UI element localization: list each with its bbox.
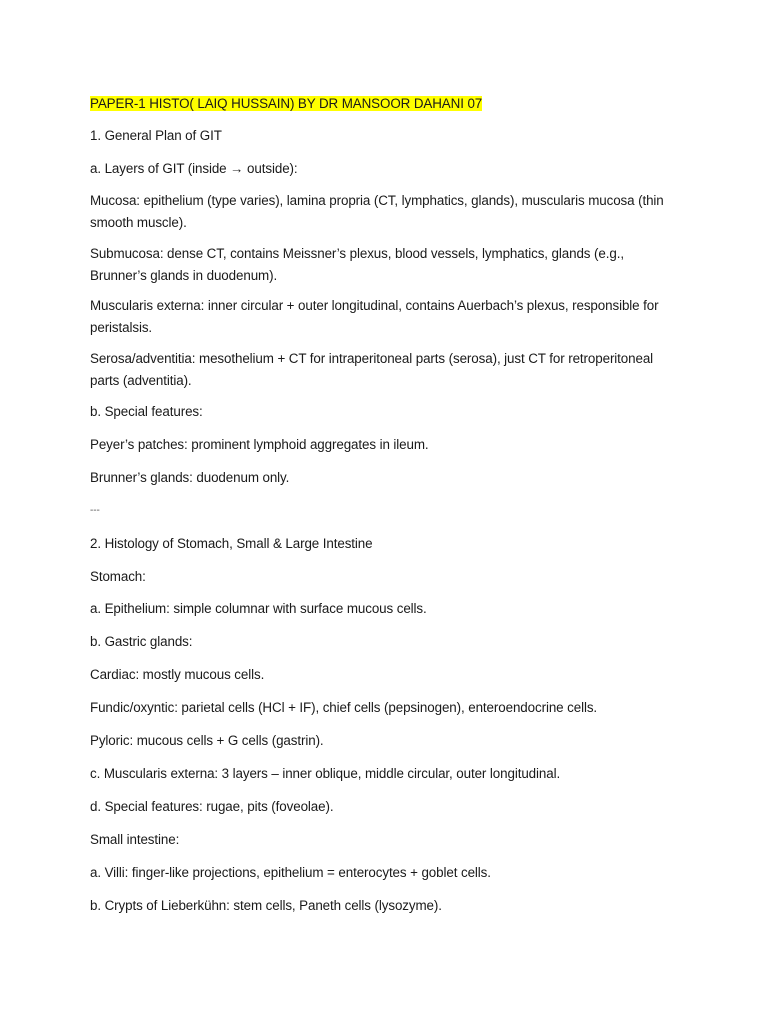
- subheading-layers: a. Layers of GIT (inside → outside):: [90, 161, 298, 176]
- paragraph-mucosa: Mucosa: epithelium (type varies), lamina propria (CT, lymphatics, glands), muscularis mucosa (thin smooth muscle).: [90, 193, 664, 230]
- paragraph-muscularis-externa: Muscularis externa: inner circular + outer longitudinal, contains Auerbach’s plexus, responsible for peristalsis.: [90, 298, 659, 335]
- paragraph-fundic: Fundic/oxyntic: parietal cells (HCl + IF), chief cells (pepsinogen), enteroendocrine cells.: [90, 700, 598, 715]
- paragraph-pyloric: Pyloric: mucous cells + G cells (gastrin).: [90, 733, 324, 748]
- subheading-small-intestine: Small intestine:: [90, 832, 180, 847]
- paragraph-brunners-glands: Brunner’s glands: duodenum only.: [90, 470, 290, 485]
- subheading-special-features: b. Special features:: [90, 404, 203, 419]
- paragraph-submucosa: Submucosa: dense CT, contains Meissner’s plexus, blood vessels, lymphatics, glands (e.g., Brunner’s glands in duodenum).: [90, 246, 624, 283]
- paragraph-serosa: Serosa/adventitia: mesothelium + CT for intraperitoneal parts (serosa), just CT for retroperitoneal parts (adventitia).: [90, 351, 654, 388]
- heading-histology: 2. Histology of Stomach, Small & Large Intestine: [90, 536, 373, 551]
- paragraph-peyers-patches: Peyer’s patches: prominent lymphoid aggregates in ileum.: [90, 437, 429, 452]
- heading-general-plan: 1. General Plan of GIT: [90, 128, 222, 143]
- paragraph-stomach-epithelium: a. Epithelium: simple columnar with surface mucous cells.: [90, 601, 427, 616]
- paragraph-villi: a. Villi: finger-like projections, epithelium = enterocytes + goblet cells.: [90, 865, 491, 880]
- paragraph-muscularis-stomach: c. Muscularis externa: 3 layers – inner oblique, middle circular, outer longitudinal.: [90, 766, 561, 781]
- paragraph-crypts: b. Crypts of Lieberkühn: stem cells, Paneth cells (lysozyme).: [90, 898, 442, 913]
- paragraph-stomach-special-features: d. Special features: rugae, pits (foveolae).: [90, 799, 334, 814]
- paragraph-gastric-glands: b. Gastric glands:: [90, 634, 193, 649]
- paragraph-cardiac: Cardiac: mostly mucous cells.: [90, 667, 265, 682]
- section-divider: ---: [90, 505, 100, 516]
- document-title: [90, 93, 680, 115]
- subheading-stomach: Stomach:: [90, 569, 146, 584]
- title-highlight: PAPER-1 HISTO( LAIQ HUSSAIN) BY DR MANSOOR DAHANI 07: [90, 96, 483, 111]
